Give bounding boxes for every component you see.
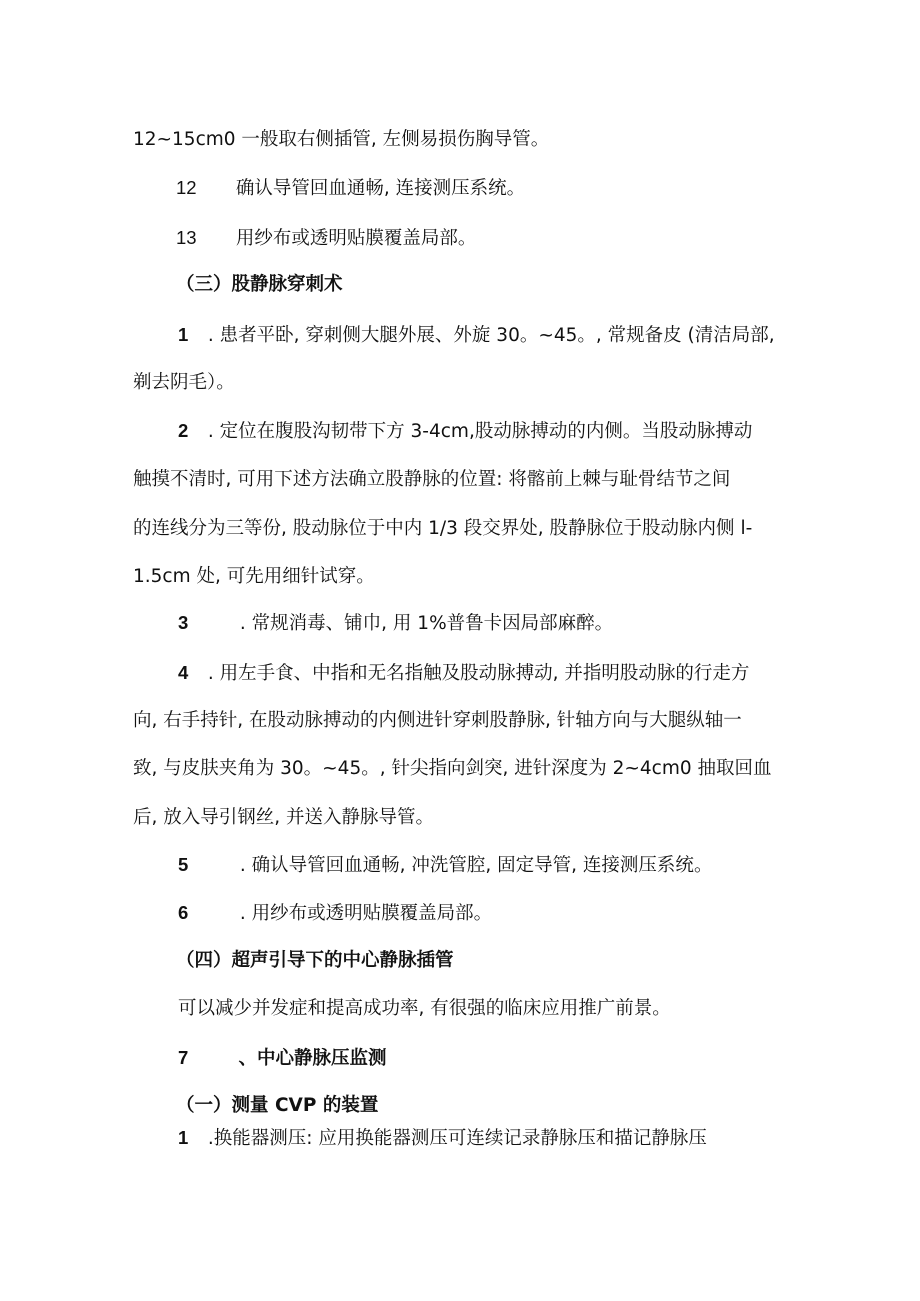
numbered-item-6	[178, 900, 492, 927]
item-number: 5	[178, 854, 189, 875]
item-number: 1	[178, 324, 189, 345]
section-heading: （四）超声引导下的中心静脉插管	[176, 950, 454, 971]
numbered-item-4	[178, 660, 749, 687]
item-text: .换能器测压: 应用换能器测压可连续记录静脉压和描记静脉压	[207, 1128, 707, 1149]
paragraph-line: 致, 与皮肤夹角为 30。~45。, 针尖指向剑突, 进针深度为 2~4cm0 抽取回血	[133, 758, 772, 779]
item-number: 12	[176, 177, 197, 198]
numbered-item-2	[178, 418, 752, 445]
numbered-item-1	[178, 1125, 707, 1152]
paragraph-line: 触摸不清时, 可用下述方法确立股静脉的位置: 将髂前上棘与耻骨结节之间	[133, 469, 731, 490]
item-text: . 用左手食、中指和无名指触及股动脉搏动, 并指明股动脉的行走方	[207, 663, 750, 684]
item-number: 6	[178, 902, 189, 923]
item-text: . 定位在腹股沟韧带下方 3-4cm,股动脉搏动的内侧。当股动脉搏动	[207, 421, 753, 442]
numbered-item-1	[178, 322, 775, 349]
item-text: . 常规消毒、铺巾, 用 1%普鲁卡因局部麻醉。	[239, 613, 614, 634]
numbered-item-12	[176, 175, 525, 202]
item-number: 7	[178, 1047, 189, 1068]
item-text: . 用纱布或透明贴膜覆盖局部。	[239, 903, 493, 924]
paragraph-line: 12~15cm0 一般取右侧插管, 左侧易损伤胸导管。	[133, 129, 550, 150]
paragraph-line: 可以减少并发症和提高成功率, 有很强的临床应用推广前景。	[178, 998, 671, 1019]
paragraph-line: 后, 放入导引钢丝, 并送入静脉导管。	[133, 807, 435, 828]
item-text: 确认导管回血通畅, 连接测压系统。	[235, 178, 526, 199]
numbered-item-3	[178, 610, 613, 637]
numbered-item-5	[178, 852, 712, 879]
paragraph-line: 向, 右手持针, 在股动脉搏动的内侧进针穿刺股静脉, 针轴方向与大腿纵轴一	[133, 710, 742, 731]
item-text: 用纱布或透明贴膜覆盖局部。	[235, 228, 477, 249]
section-heading: （一）测量 CVP 的装置	[176, 1095, 379, 1116]
paragraph-line: 1.5cm 处, 可先用细针试穿。	[133, 566, 375, 587]
item-number: 4	[178, 662, 189, 683]
numbered-item-13	[176, 225, 476, 252]
item-number: 1	[178, 1127, 189, 1148]
item-number: 13	[176, 227, 197, 248]
item-number: 3	[178, 612, 189, 633]
numbered-heading-7	[178, 1045, 386, 1072]
item-text: . 患者平卧, 穿刺侧大腿外展、外旋 30。~45。, 常规备皮 (清洁局部,	[207, 325, 775, 346]
paragraph-line: 的连线分为三等份, 股动脉位于中内 1/3 段交界处, 股静脉位于股动脉内侧 l-	[133, 518, 753, 539]
paragraph-line: 剃去阴毛）。	[133, 372, 235, 393]
item-text: . 确认导管回血通畅, 冲洗管腔, 固定导管, 连接测压系统。	[239, 855, 713, 876]
heading-text: 、中心静脉压监测	[238, 1048, 387, 1069]
item-number: 2	[178, 420, 189, 441]
section-heading: （三）股静脉穿刺术	[176, 274, 343, 295]
